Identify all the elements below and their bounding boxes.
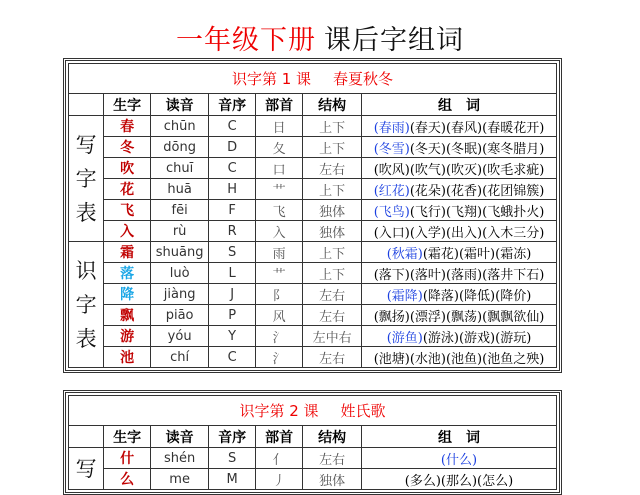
new-character: 池 bbox=[104, 347, 150, 368]
word-groups bbox=[361, 448, 556, 469]
table-row bbox=[69, 221, 557, 242]
structure: 上下 bbox=[303, 242, 362, 263]
word-list: (冬天)(冬眠)(寒冬腊月) bbox=[409, 141, 545, 157]
initial-letter: L bbox=[209, 263, 255, 284]
initial-letter: H bbox=[209, 179, 255, 200]
word-groups bbox=[361, 116, 556, 137]
new-character: 什 bbox=[104, 448, 150, 469]
initial-letter: R bbox=[209, 221, 255, 242]
word-list: (游泳)(游戏)(游玩) bbox=[422, 330, 532, 346]
radical: 日 bbox=[255, 116, 302, 137]
structure: 独体 bbox=[303, 200, 362, 221]
page-title bbox=[0, 18, 640, 57]
pinyin: luò bbox=[150, 263, 209, 284]
column-header: 结构 bbox=[303, 426, 362, 448]
lesson-title-row bbox=[69, 396, 557, 426]
word-groups bbox=[361, 263, 556, 284]
highlighted-word: (什么) bbox=[440, 452, 478, 468]
initial-letter: J bbox=[209, 284, 255, 305]
lesson-name: 姓氏歌 bbox=[340, 402, 386, 420]
word-groups bbox=[361, 158, 556, 179]
initial-letter: D bbox=[209, 137, 255, 158]
radical: 入 bbox=[255, 221, 302, 242]
lesson-name: 春夏秋冬 bbox=[333, 70, 394, 88]
lesson-number: 识字第 1 课 bbox=[231, 70, 312, 88]
group-label: 写 bbox=[75, 456, 97, 481]
radical: 氵 bbox=[255, 326, 302, 347]
pinyin: chūn bbox=[150, 116, 209, 137]
column-header: 部首 bbox=[255, 94, 302, 116]
header-blank bbox=[69, 426, 104, 448]
column-header: 音序 bbox=[209, 94, 255, 116]
initial-letter: C bbox=[209, 116, 255, 137]
table-row bbox=[69, 200, 557, 221]
radical: 阝 bbox=[255, 284, 302, 305]
radical: 雨 bbox=[255, 242, 302, 263]
pinyin: piāo bbox=[150, 305, 209, 326]
initial-letter: C bbox=[209, 347, 255, 368]
table-row bbox=[69, 242, 557, 263]
radical: 口 bbox=[255, 158, 302, 179]
title-grade: 一年级下册 bbox=[176, 25, 316, 56]
word-groups bbox=[361, 469, 556, 490]
table-row bbox=[69, 179, 557, 200]
group-label: 写字表 bbox=[75, 132, 97, 225]
word-list: (落下)(落叶)(落雨)(落井下石) bbox=[373, 267, 545, 283]
pinyin: huā bbox=[150, 179, 209, 200]
pinyin: yóu bbox=[150, 326, 209, 347]
group-label-cell bbox=[69, 242, 104, 368]
radical: 艹 bbox=[255, 263, 302, 284]
radical: 风 bbox=[255, 305, 302, 326]
structure: 上下 bbox=[303, 116, 362, 137]
word-list: (多么)(那么)(怎么) bbox=[404, 473, 514, 489]
table-row bbox=[69, 326, 557, 347]
radical: 亻 bbox=[255, 448, 302, 469]
word-list: (吹风)(吹气)(吹灭)(吹毛求疵) bbox=[373, 162, 545, 178]
radical: 氵 bbox=[255, 347, 302, 368]
new-character: 入 bbox=[104, 221, 150, 242]
initial-letter: C bbox=[209, 158, 255, 179]
new-character: 落 bbox=[104, 263, 150, 284]
word-groups bbox=[361, 179, 556, 200]
highlighted-word: (春雨) bbox=[373, 120, 410, 136]
table-row bbox=[69, 263, 557, 284]
structure: 上下 bbox=[303, 263, 362, 284]
table-row bbox=[69, 469, 557, 490]
header-blank bbox=[69, 94, 104, 116]
new-character: 花 bbox=[104, 179, 150, 200]
pinyin: jiàng bbox=[150, 284, 209, 305]
word-list: (春天)(春风)(春暖花开) bbox=[409, 120, 545, 136]
new-character: 霜 bbox=[104, 242, 150, 263]
table-row bbox=[69, 116, 557, 137]
word-groups bbox=[361, 242, 556, 263]
column-header: 音序 bbox=[209, 426, 255, 448]
pinyin: chuī bbox=[150, 158, 209, 179]
highlighted-word: (飞鸟) bbox=[373, 204, 410, 220]
highlighted-word: (红花) bbox=[373, 183, 410, 199]
table-row bbox=[69, 284, 557, 305]
initial-letter: S bbox=[209, 242, 255, 263]
radical: 艹 bbox=[255, 179, 302, 200]
word-groups bbox=[361, 284, 556, 305]
new-character: 吹 bbox=[104, 158, 150, 179]
table-row bbox=[69, 137, 557, 158]
lesson-title-row bbox=[69, 64, 557, 94]
pinyin: dōng bbox=[150, 137, 209, 158]
new-character: 冬 bbox=[104, 137, 150, 158]
radical: 夂 bbox=[255, 137, 302, 158]
structure: 左右 bbox=[303, 284, 362, 305]
new-character: 游 bbox=[104, 326, 150, 347]
header-row bbox=[69, 94, 557, 116]
column-header: 部首 bbox=[255, 426, 302, 448]
word-list: (池塘)(水池)(池鱼)(池鱼之殃) bbox=[373, 351, 545, 367]
word-groups bbox=[361, 221, 556, 242]
pinyin: shén bbox=[150, 448, 209, 469]
pinyin: fēi bbox=[150, 200, 209, 221]
word-list: (飘扬)(漂浮)(飘荡)(飘飘欲仙) bbox=[373, 309, 545, 325]
lesson-1-table bbox=[63, 58, 562, 373]
table-row bbox=[69, 347, 557, 368]
column-header: 结构 bbox=[303, 94, 362, 116]
lesson-2-table bbox=[63, 390, 562, 495]
column-header: 生字 bbox=[104, 94, 150, 116]
initial-letter: Y bbox=[209, 326, 255, 347]
highlighted-word: (冬雪) bbox=[373, 141, 410, 157]
word-list: (霜花)(霜叶)(霜冻) bbox=[422, 246, 532, 262]
word-list: (花朵)(花香)(花团锦簇) bbox=[409, 183, 545, 199]
title-topic: 课后字组词 bbox=[324, 25, 464, 56]
column-header: 生字 bbox=[104, 426, 150, 448]
structure: 上下 bbox=[303, 179, 362, 200]
word-groups bbox=[361, 347, 556, 368]
pinyin: shuāng bbox=[150, 242, 209, 263]
word-list: (入口)(入学)(出入)(入木三分) bbox=[373, 225, 545, 241]
new-character: 么 bbox=[104, 469, 150, 490]
table-row bbox=[69, 448, 557, 469]
radical: 丿 bbox=[255, 469, 302, 490]
column-header: 组 词 bbox=[361, 426, 556, 448]
initial-letter: P bbox=[209, 305, 255, 326]
word-groups bbox=[361, 305, 556, 326]
highlighted-word: (霜降) bbox=[386, 288, 423, 304]
lesson-title bbox=[69, 64, 557, 94]
initial-letter: M bbox=[209, 469, 255, 490]
column-header: 组 词 bbox=[361, 94, 556, 116]
word-list: (降落)(降低)(降价) bbox=[422, 288, 532, 304]
word-groups bbox=[361, 200, 556, 221]
structure: 左右 bbox=[303, 158, 362, 179]
group-label: 识字表 bbox=[75, 258, 97, 351]
table-row bbox=[69, 158, 557, 179]
word-list: (飞行)(飞翔)(飞蛾扑火) bbox=[409, 204, 545, 220]
radical: 飞 bbox=[255, 200, 302, 221]
highlighted-word: (游鱼) bbox=[386, 330, 423, 346]
new-character: 飘 bbox=[104, 305, 150, 326]
group-label-cell bbox=[69, 448, 104, 490]
table-row bbox=[69, 305, 557, 326]
initial-letter: S bbox=[209, 448, 255, 469]
highlighted-word: (秋霜) bbox=[386, 246, 423, 262]
group-label-cell bbox=[69, 116, 104, 242]
pinyin: me bbox=[150, 469, 209, 490]
new-character: 春 bbox=[104, 116, 150, 137]
structure: 左右 bbox=[303, 347, 362, 368]
word-groups bbox=[361, 326, 556, 347]
structure: 左右 bbox=[303, 305, 362, 326]
structure: 上下 bbox=[303, 137, 362, 158]
structure: 独体 bbox=[303, 469, 362, 490]
lesson-title bbox=[69, 396, 557, 426]
new-character: 降 bbox=[104, 284, 150, 305]
column-header: 读音 bbox=[150, 426, 209, 448]
pinyin: rù bbox=[150, 221, 209, 242]
new-character: 飞 bbox=[104, 200, 150, 221]
structure: 独体 bbox=[303, 221, 362, 242]
pinyin: chí bbox=[150, 347, 209, 368]
word-groups bbox=[361, 137, 556, 158]
structure: 左中右 bbox=[303, 326, 362, 347]
lesson-number: 识字第 2 课 bbox=[239, 402, 319, 420]
initial-letter: F bbox=[209, 200, 255, 221]
structure: 左右 bbox=[303, 448, 362, 469]
header-row bbox=[69, 426, 557, 448]
column-header: 读音 bbox=[150, 94, 209, 116]
